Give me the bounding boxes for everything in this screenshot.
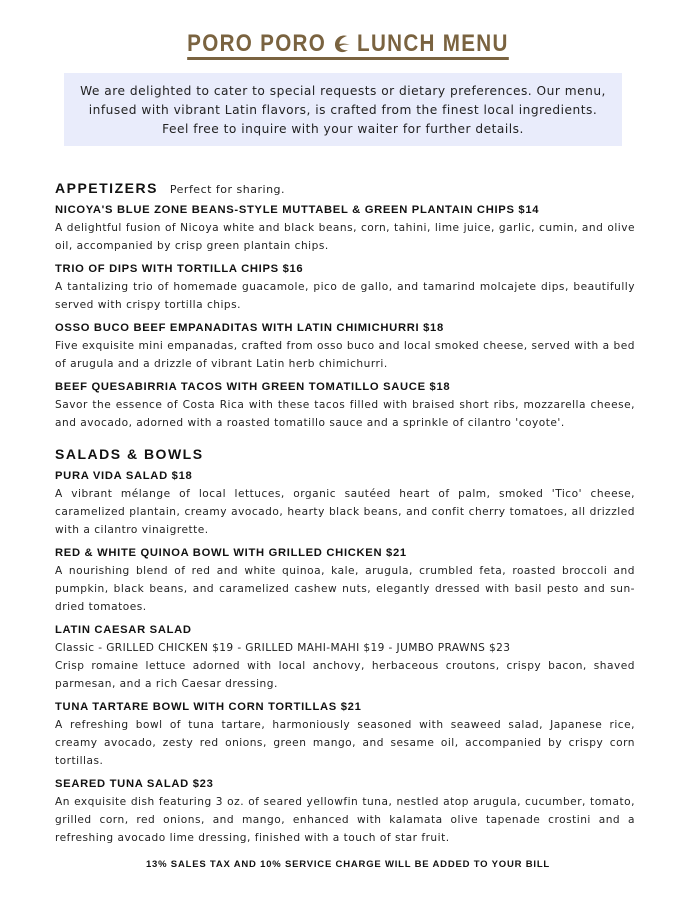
section-title: SALADS & BOWLS bbox=[55, 446, 204, 462]
intro-line: We are delighted to cater to special requests or dietary preferences. Our menu, bbox=[80, 84, 606, 98]
menu-item bbox=[55, 623, 635, 693]
item-name: TUNA TARTARE BOWL WITH CORN TORTILLAS $21 bbox=[55, 701, 362, 713]
intro-line: infused with vibrant Latin flavors, is crafted from the finest local ingredients. bbox=[88, 103, 598, 117]
item-name: RED & WHITE QUINOA BOWL WITH GRILLED CHICKEN $21 bbox=[55, 547, 407, 559]
item-description: A refreshing bowl of tuna tartare, harmoniously seasoned with seaweed salad, Japanese rice, creamy avocado, zesty red onions, green mango, and sesame oil, accompanied by crispy corn tortillas. bbox=[55, 719, 635, 767]
section-header bbox=[55, 180, 635, 196]
item-description: Five exquisite mini empanadas, crafted from osso buco and local smoked cheese, served with a bed of arugula and a drizzle of vibrant Latin herb chimichurri. bbox=[55, 340, 635, 370]
item-name: NICOYA'S BLUE ZONE BEANS-STYLE MUTTABEL & GREEN PLANTAIN CHIPS $14 bbox=[55, 204, 540, 216]
salads-section bbox=[55, 446, 635, 847]
item-description: Crisp romaine lettuce adorned with local anchovy, herbaceous croutons, crispy bacon, shaved parmesan, and a rich Caesar dressing. bbox=[55, 660, 635, 690]
item-name: LATIN CAESAR SALAD bbox=[55, 624, 192, 636]
intro-line: Feel free to inquire with your waiter for further details. bbox=[162, 122, 524, 136]
section-subtitle: Perfect for sharing. bbox=[169, 183, 286, 196]
menu-item bbox=[55, 203, 635, 255]
menu-item bbox=[55, 380, 635, 432]
item-description: Savor the essence of Costa Rica with these tacos filled with braised short ribs, mozzarella cheese, and avocado, adorned with a roasted tomatillo sauce and a sprinkle of cilantro 'coyote'. bbox=[55, 399, 635, 429]
restaurant-name: PORO PORO bbox=[187, 30, 327, 57]
item-name: SEARED TUNA SALAD $23 bbox=[55, 778, 214, 790]
item-description: A vibrant mélange of local lettuces, organic sautéed heart of palm, smoked 'Tico' cheese, caramelized plantain, creamy avocado, hearty black beans, and confit cherry tomatoes, all drizzled with a cilantro vinaigrette. bbox=[55, 488, 635, 536]
item-options: Classic - GRILLED CHICKEN $19 - GRILLED MAHI-MAHI $19 - JUMBO PRAWNS $23 bbox=[55, 642, 511, 654]
item-description: A tantalizing trio of homemade guacamole, pico de gallo, and tamarind molcajete dips, beautifully served with crispy tortilla chips. bbox=[55, 281, 635, 311]
item-name: BEEF QUESABIRRIA TACOS WITH GREEN TOMATILLO SAUCE $18 bbox=[55, 381, 451, 393]
appetizers-section bbox=[55, 180, 635, 432]
item-description: A delightful fusion of Nicoya white and black beans, corn, tahini, lime juice, garlic, cumin, and olive oil, accompanied by crisp green plantain chips. bbox=[55, 222, 635, 252]
section-header bbox=[55, 446, 635, 462]
menu-item bbox=[55, 700, 635, 770]
intro-box bbox=[64, 73, 622, 146]
menu-type: LUNCH MENU bbox=[357, 30, 509, 57]
item-name: PURA VIDA SALAD $18 bbox=[55, 470, 193, 482]
tax-notice: 13% SALES TAX AND 10% SERVICE CHARGE WILL BE ADDED TO YOUR BILL bbox=[145, 859, 551, 870]
menu-item bbox=[55, 469, 635, 539]
item-name: OSSO BUCO BEEF EMPANADITAS WITH LATIN CHIMICHURRI $18 bbox=[55, 322, 444, 334]
menu-item bbox=[55, 262, 635, 314]
menu-title bbox=[187, 32, 509, 60]
menu-content bbox=[55, 180, 635, 847]
menu-item bbox=[55, 546, 635, 616]
menu-header bbox=[0, 0, 696, 72]
item-description: A nourishing blend of red and white quinoa, kale, arugula, crumbled feta, roasted broccoli and pumpkin, black beans, and caramelized cashew nuts, elegantly dressed with basil pesto and sun-dried tomatoes. bbox=[55, 565, 635, 613]
item-name: TRIO OF DIPS WITH TORTILLA CHIPS $16 bbox=[55, 263, 304, 275]
menu-item bbox=[55, 777, 635, 847]
item-description: An exquisite dish featuring 3 oz. of seared yellowfin tuna, nestled atop arugula, cucumber, tomato, grilled corn, red onions, and mango, enhanced with kalamata olive tapenade crostini and a refreshing avocado lime dressing, finished with a touch of star fruit. bbox=[55, 796, 635, 844]
leaf-swirl-icon bbox=[331, 32, 352, 56]
section-title: APPETIZERS bbox=[55, 180, 158, 196]
menu-item bbox=[55, 321, 635, 373]
